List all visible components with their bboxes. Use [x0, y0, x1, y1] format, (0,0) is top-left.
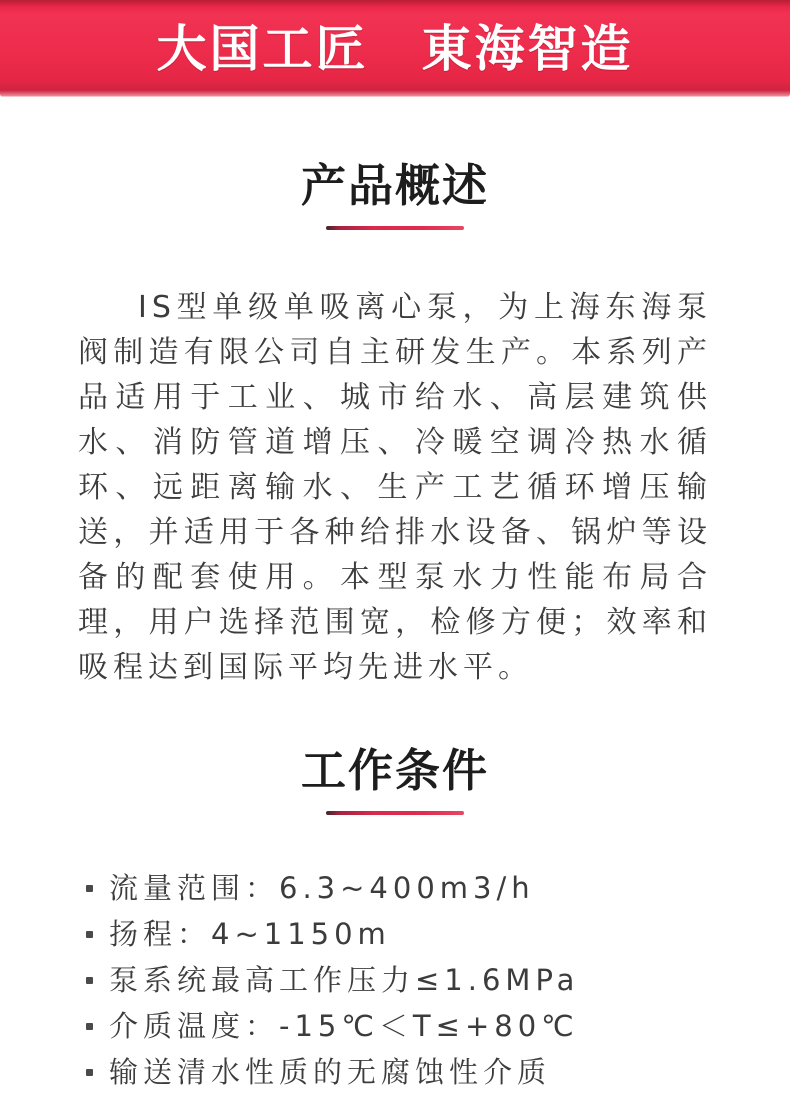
condition-text: 泵系统最高工作压力≤1.6MPa — [109, 963, 580, 997]
bullet-dot-icon — [86, 1069, 93, 1076]
condition-text: 扬程：4~1150m — [109, 917, 391, 951]
overview-paragraph: IS型单级单吸离心泵，为上海东海泵阀制造有限公司自主研发生产。本系列产品适用于工业、城市给水、高层建筑供水、消防管道增压、冷暖空调冷热水循环、远距离输水、生产工艺循环增压输送，并适用于各种给排水设备、锅炉等设备的配套使用。本型泵水力性能布局合理，用户选择范围宽，检修方便；效率和吸程达到国际平均先进水平。 — [78, 290, 712, 685]
banner-title: 大国工匠 東海智造 — [156, 19, 634, 78]
condition-item — [86, 1003, 750, 1049]
condition-item — [86, 957, 750, 1003]
bullet-dot-icon — [86, 931, 93, 938]
condition-item — [86, 911, 750, 957]
overview-heading: 产品概述 — [300, 159, 489, 212]
bullet-dot-icon — [86, 885, 93, 892]
section-overview — [0, 97, 790, 690]
section-work-conditions — [0, 690, 790, 1095]
condition-text: 输送清水性质的无腐蚀性介质 — [109, 1055, 552, 1089]
work-conditions-heading-underline — [326, 811, 464, 815]
condition-item — [86, 1049, 750, 1095]
work-conditions-heading: 工作条件 — [300, 744, 489, 797]
condition-item — [86, 865, 750, 911]
overview-heading-underline — [326, 226, 464, 230]
condition-list — [86, 865, 750, 1095]
condition-text: 流量范围：6.3~400m3/h — [109, 871, 535, 905]
condition-text: 介质温度：-15℃＜T≤+80℃ — [109, 1009, 579, 1043]
bullet-dot-icon — [86, 977, 93, 984]
brand-banner — [0, 0, 790, 97]
bullet-dot-icon — [86, 1023, 93, 1030]
